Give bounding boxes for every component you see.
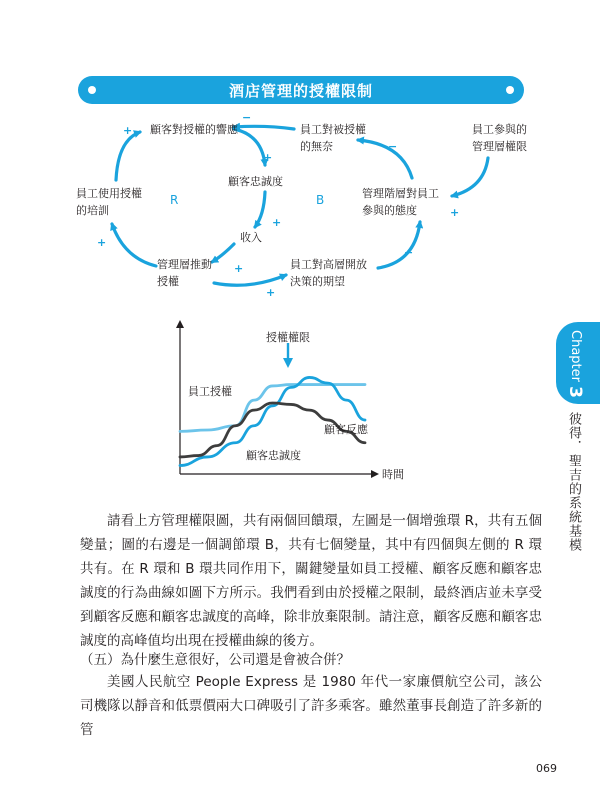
arrow-revenue-to-management — [212, 244, 234, 262]
behavior-over-time-chart — [160, 318, 420, 482]
node-customer-loyalty: 顧客忠誠度 — [228, 175, 283, 188]
node-expectation-l1: 員工對高層開放 — [290, 258, 367, 271]
section-banner — [78, 76, 524, 104]
polarity-plus: + — [263, 151, 273, 164]
page-number: 069 — [536, 762, 557, 775]
arrow-response-to-loyalty — [234, 129, 265, 165]
polarity-plus: + — [266, 286, 276, 299]
chapter-label: Chapter — [568, 330, 583, 382]
body-paragraph-2: 美國人民航空 People Express 是 1980 年代一家廉價航空公司，該公司機隊以靜音和低票價兩大口碑吸引了許多乘客。雖然董事長創造了許多新的管 — [80, 674, 542, 738]
label-customer-response: 顧客反應 — [324, 423, 368, 436]
loop-label-r: R — [170, 193, 179, 207]
node-customer-response: 顧客對授權的響應 — [150, 123, 238, 136]
label-employee-empowerment: 員工授權 — [188, 385, 232, 398]
arrow-loyalty-to-revenue — [255, 192, 265, 227]
polarity-minus: − — [242, 111, 252, 124]
node-management-l1: 管理層推動 — [157, 258, 212, 271]
polarity-plus: + — [272, 216, 282, 229]
label-customer-loyalty: 顧客忠誠度 — [246, 449, 301, 462]
section-heading: （五）為什麼生意很好，公司還是會被合併？ — [80, 652, 350, 668]
polarity-minus: − — [388, 140, 398, 153]
node-attitude-l2: 參與的態度 — [362, 204, 417, 217]
causal-loop-diagram — [0, 104, 600, 304]
polarity-plus: + — [450, 206, 460, 219]
arrow-management-to-training — [112, 224, 156, 266]
chapter-tab-text — [565, 330, 585, 398]
arrow-training-to-response — [116, 132, 140, 180]
arrow-participation-limit-to-attitude — [452, 158, 488, 196]
node-helplessness-l2: 的無奈 — [300, 140, 333, 153]
label-empowerment-limit: 授權權限 — [266, 331, 310, 344]
node-training-l2: 的培訓 — [76, 204, 109, 217]
polarity-minus: − — [404, 246, 414, 259]
chapter-title: 彼得．聖吉的系統基模 — [566, 412, 581, 552]
node-participation-l2: 管理層權限 — [472, 140, 527, 153]
node-attitude-l1: 管理階層對員工 — [362, 187, 439, 200]
loop-label-b: B — [316, 193, 325, 207]
arrow-helplessness-to-response — [234, 126, 294, 129]
polarity-plus: + — [97, 236, 107, 249]
arrow-management-to-expectation — [214, 275, 286, 285]
label-time: 時間 — [382, 468, 404, 481]
node-training-l1: 員工使用授權 — [76, 187, 142, 200]
node-management-l2: 授權 — [157, 275, 179, 288]
arrow-expectation-to-attitude — [378, 222, 420, 268]
arrow-participation-to-helplessness — [358, 140, 412, 178]
node-helplessness-l1: 員工對被授權 — [300, 123, 366, 136]
node-expectation-l2: 決策的期望 — [290, 275, 345, 288]
body-paragraph-1: 請看上方管理權限圖，共有兩個回饋環，左圖是一個增強環 R，共有五個變量；圖的右邊是一個調節環 B，共有七個變量，其中有四個與左側的 R 環共有。在 R 環和 B 環共同作用下，關鍵變量如員工授權、顧客反應和顧客忠誠度的行為曲線如圖下方所示。我們看到由於授權之限制，最終酒店並未享受到顧客反應和顧客忠誠度的高峰，除非放棄限制。請注意，顧客反應和顧客忠誠度的高峰值均出現在授權曲線的後方。 — [80, 513, 542, 649]
chapter-number: 3 — [565, 386, 585, 398]
banner-right-dot — [506, 86, 514, 94]
polarity-plus: + — [234, 262, 244, 275]
node-participation-l1: 員工參與的 — [472, 123, 527, 136]
polarity-plus: + — [123, 124, 133, 137]
banner-title: 酒店管理的授權限制 — [228, 82, 373, 100]
chapter-tab — [556, 322, 600, 404]
node-revenue: 收入 — [240, 231, 262, 244]
